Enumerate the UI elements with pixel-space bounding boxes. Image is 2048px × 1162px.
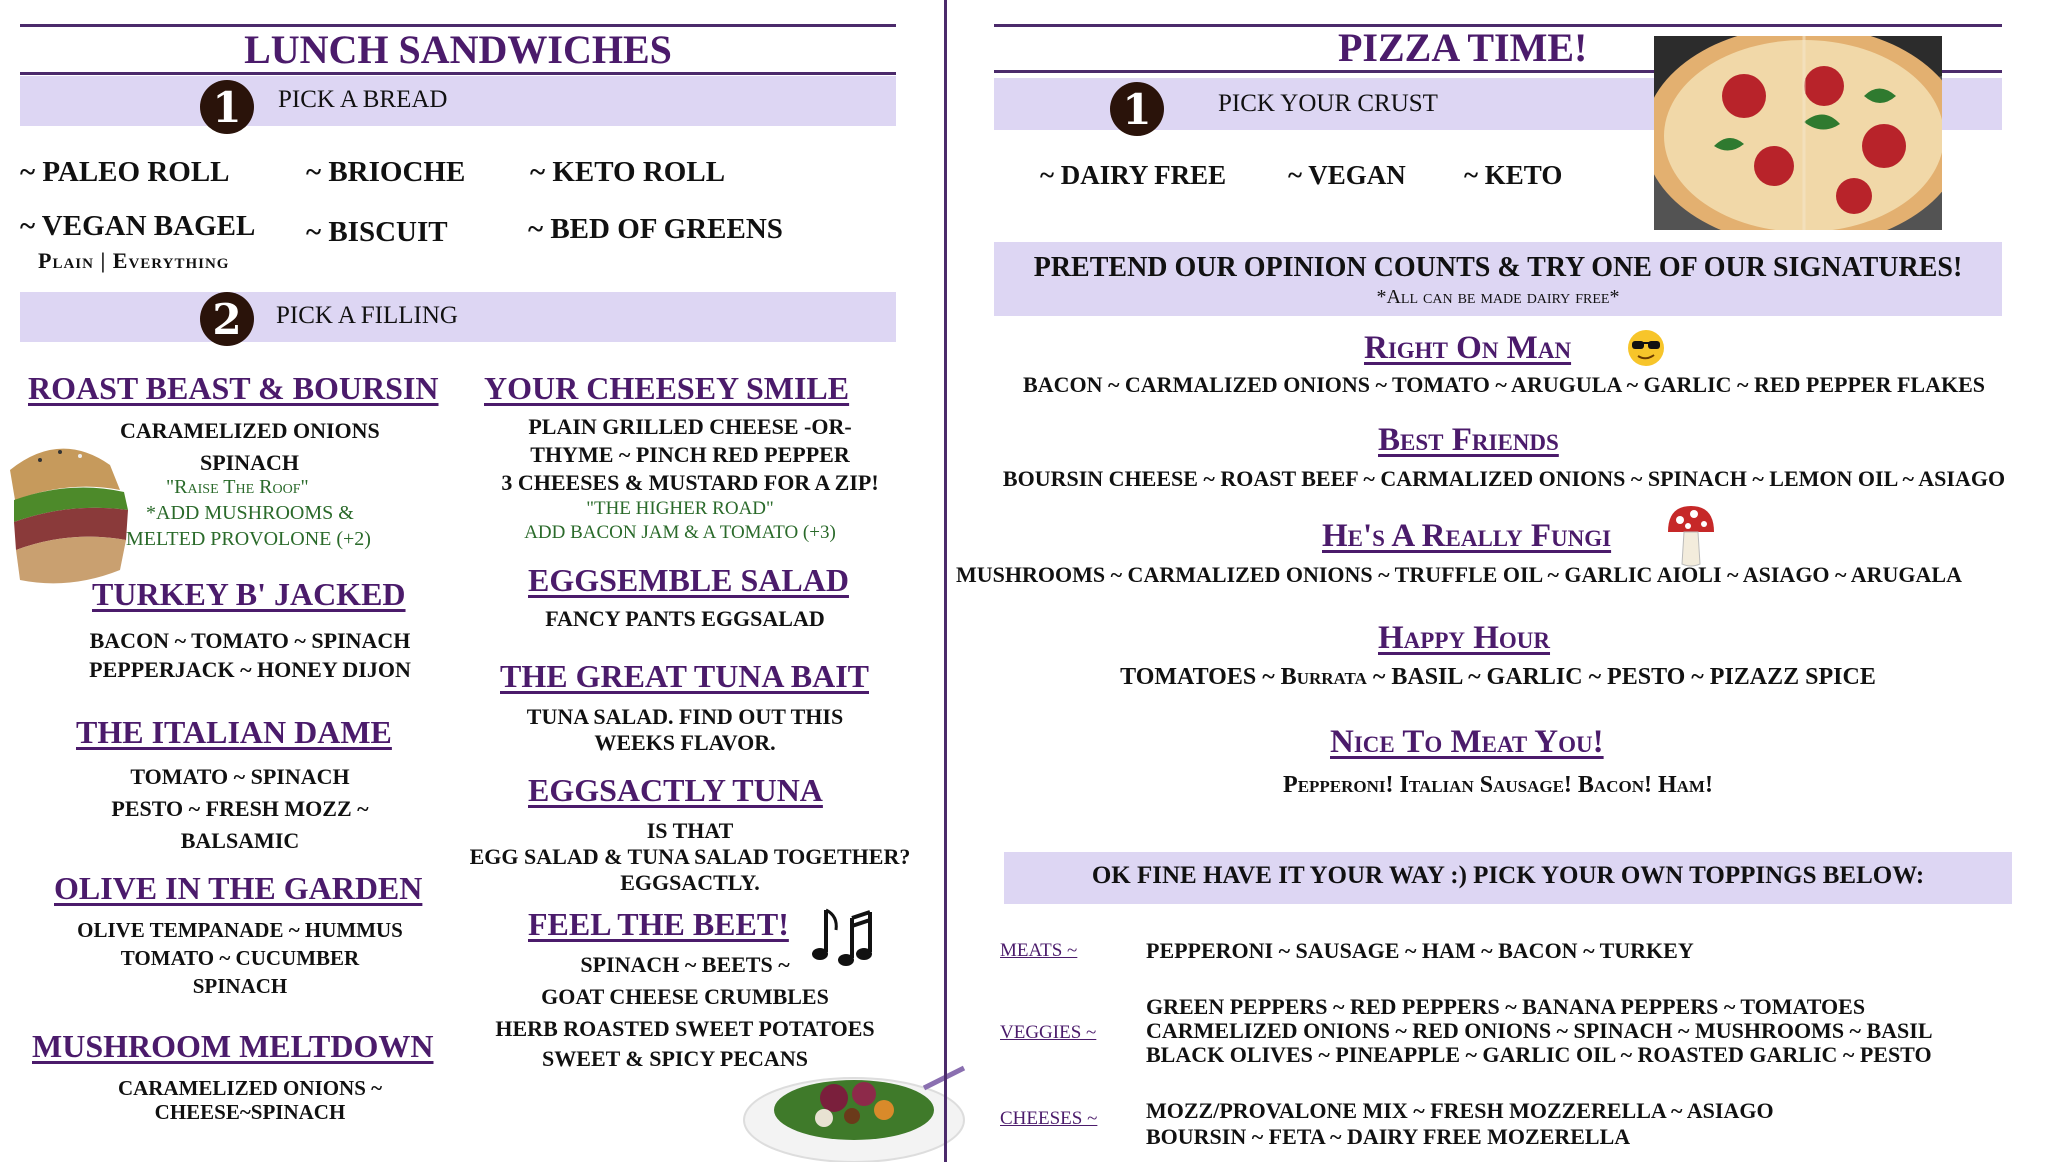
crust-dairy-free: ~ DAIRY FREE <box>1040 160 1227 190</box>
cheesey-title: YOUR CHEESEY SMILE <box>484 370 850 406</box>
pizza-5-desc: Pepperoni! Italian Sausage! Bacon! Ham! <box>1283 772 1713 798</box>
italian-line-3: BALSAMIC <box>180 828 300 853</box>
pizza-photo <box>1654 36 1942 230</box>
own-toppings-banner: OK FINE HAVE IT YOUR WAY :) PICK YOUR OWN TOPPINGS BELOW: <box>1091 862 1925 889</box>
bread-brioche: ~ BRIOCHE <box>306 156 466 188</box>
lunch-header: LUNCH SANDWICHES <box>244 27 672 72</box>
eggsemble-line-1: FANCY PANTS EGGSALAD <box>545 606 825 631</box>
column-divider <box>944 0 947 1162</box>
beet-line-1: SPINACH ~ BEETS ~ <box>580 952 790 977</box>
bread-paleo: ~ PALEO ROLL <box>20 156 230 188</box>
olive-line-1: OLIVE TEMPANADE ~ HUMMUS <box>77 918 403 942</box>
pizza-header: PIZZA TIME! <box>1338 25 1588 70</box>
pizza-step-1-circle: 1 <box>1110 82 1164 136</box>
signatures-note: *All can be made dairy free* <box>1376 286 1620 308</box>
pick-filling-band <box>20 292 896 342</box>
roast-line-1: CARAMELIZED ONIONS <box>120 418 380 443</box>
step-2-circle: 2 <box>200 292 254 346</box>
olive-line-3: SPINACH <box>192 974 288 998</box>
tuna-line-2: WEEKS FLAVOR. <box>594 730 776 755</box>
pick-crust-label: PICK YOUR CRUST <box>1218 90 1438 117</box>
header-rule-right-a <box>994 70 1654 73</box>
pizza-2-desc: BOURSIN CHEESE ~ ROAST BEEF ~ CARMALIZED ONIONS ~ SPINACH ~ LEMON OIL ~ ASIAGO <box>1002 466 2006 491</box>
tuna-line-1: TUNA SALAD. FIND OUT THIS <box>526 704 844 729</box>
eggsemble-title: EGGSEMBLE SALAD <box>528 562 849 598</box>
pizza-3-title: He's A Really Fungi <box>1322 518 1612 554</box>
mushroom-title: MUSHROOM MELTDOWN <box>32 1028 434 1064</box>
signatures-banner: PRETEND OUR OPINION COUNTS & TRY ONE OF OUR SIGNATURES! <box>1033 252 1963 283</box>
sunglasses-emoji-icon <box>1626 328 1666 368</box>
crust-keto: ~ KETO <box>1464 160 1563 190</box>
cheesey-line-2: THYME ~ PINCH RED PEPPER <box>530 442 850 467</box>
italian-line-2: PESTO ~ FRESH MOZZ ~ <box>111 796 369 821</box>
cheeses-line-2: BOURSIN ~ FETA ~ DAIRY FREE MOZERELLA <box>1146 1124 1631 1149</box>
olive-line-2: TOMATO ~ CUCUMBER <box>120 946 360 970</box>
turkey-title: TURKEY B' JACKED <box>92 576 406 612</box>
pizza-1-title: Right On Man <box>1364 330 1572 366</box>
eggsactly-line-2: EGG SALAD & TUNA SALAD TOGETHER? <box>469 844 911 869</box>
roast-line-2: SPINACH <box>200 450 300 475</box>
cheesey-line-3: 3 CHEESES & MUSTARD FOR A ZIP! <box>501 470 879 495</box>
pizza-2-title: Best Friends <box>1378 422 1559 458</box>
pizza-5-title: Nice To Meat You! <box>1330 724 1604 760</box>
beet-title: FEEL THE BEET! <box>528 906 789 942</box>
roast-line-4: *ADD MUSHROOMS & <box>146 502 354 524</box>
roast-line-3: "Raise The Roof" <box>166 476 309 498</box>
mushroom-line-2: CHEESE~SPINACH <box>154 1100 346 1124</box>
turkey-line-2: PEPPERJACK ~ HONEY DIJON <box>89 657 411 682</box>
beet-line-2: GOAT CHEESE CRUMBLES <box>541 984 829 1009</box>
veggies-line-2: CARMELIZED ONIONS ~ RED ONIONS ~ SPINACH ~ MUSHROOMS ~ BASIL <box>1146 1018 1933 1043</box>
veggies-line-1: GREEN PEPPERS ~ RED PEPPERS ~ BANANA PEPPERS ~ TOMATOES <box>1146 994 1866 1019</box>
beet-line-3: HERB ROASTED SWEET POTATOES <box>495 1016 875 1041</box>
bread-keto: ~ KETO ROLL <box>530 156 726 188</box>
header-rule-right-b <box>1940 70 2002 73</box>
tuna-title: THE GREAT TUNA BAIT <box>500 658 869 694</box>
mushroom-line-1: CARAMELIZED ONIONS ~ <box>117 1076 383 1100</box>
veggies-label: VEGGIES ~ <box>1000 1022 1097 1043</box>
beet-line-4: SWEET & SPICY PECANS <box>542 1046 808 1071</box>
italian-line-1: TOMATO ~ SPINACH <box>130 764 350 789</box>
pizza-4-title: Happy Hour <box>1378 620 1551 656</box>
pick-bread-label: PICK A BREAD <box>278 86 448 113</box>
cheesey-line-4: "THE HIGHER ROAD" <box>586 498 774 519</box>
eggsactly-title: EGGSACTLY TUNA <box>528 772 823 808</box>
eggsactly-line-3: EGGSACTLY. <box>620 870 760 895</box>
roast-title: ROAST BEAST & BOURSIN <box>28 370 439 406</box>
olive-title: OLIVE IN THE GARDEN <box>54 870 423 906</box>
veggies-line-3: BLACK OLIVES ~ PINEAPPLE ~ GARLIC OIL ~ ROASTED GARLIC ~ PESTO <box>1146 1042 1932 1067</box>
eggsactly-line-1: IS THAT <box>646 818 734 843</box>
sandwich-photo <box>0 430 135 600</box>
bread-vegan-bagel: ~ VEGAN BAGEL <box>20 210 256 242</box>
bagel-note: Plain | Everything <box>38 248 230 273</box>
italian-title: THE ITALIAN DAME <box>76 714 392 750</box>
cheeses-label: CHEESES ~ <box>1000 1108 1098 1129</box>
meats-label: MEATS ~ <box>1000 940 1078 961</box>
bread-biscuit: ~ BISCUIT <box>306 216 448 248</box>
salad-photo <box>734 1058 974 1162</box>
pizza-1-desc: BACON ~ CARMALIZED ONIONS ~ TOMATO ~ ARUGULA ~ GARLIC ~ RED PEPPER FLAKES <box>1023 372 1985 397</box>
pick-bread-band <box>20 76 896 126</box>
step-1-circle: 1 <box>200 80 254 134</box>
pick-filling-label: PICK A FILLING <box>276 302 458 329</box>
crust-vegan: ~ VEGAN <box>1288 160 1406 190</box>
pizza-3-desc: MUSHROOMS ~ CARMALIZED ONIONS ~ TRUFFLE OIL ~ GARLIC AIOLI ~ ASIAGO ~ ARUGALA <box>956 562 1962 587</box>
cheesey-line-5: ADD BACON JAM & A TOMATO (+3) <box>524 522 836 543</box>
cheesey-line-1: PLAIN GRILLED CHEESE -OR- <box>528 414 852 439</box>
meats-line-1: PEPPERONI ~ SAUSAGE ~ HAM ~ BACON ~ TURKEY <box>1146 938 1694 963</box>
mushroom-icon <box>1664 502 1718 568</box>
bread-greens: ~ BED OF GREENS <box>528 213 783 245</box>
cheeses-line-1: MOZZ/PROVALONE MIX ~ FRESH MOZZERELLA ~ ASIAGO <box>1146 1098 1774 1123</box>
turkey-line-1: BACON ~ TOMATO ~ SPINACH <box>89 628 411 653</box>
pizza-4-desc: TOMATOES ~ Burrata ~ BASIL ~ GARLIC ~ PESTO ~ PIZAZZ SPICE <box>1120 664 1876 690</box>
roast-line-5: MELTED PROVOLONE (+2) <box>126 528 371 550</box>
header-rule-left <box>20 72 896 75</box>
